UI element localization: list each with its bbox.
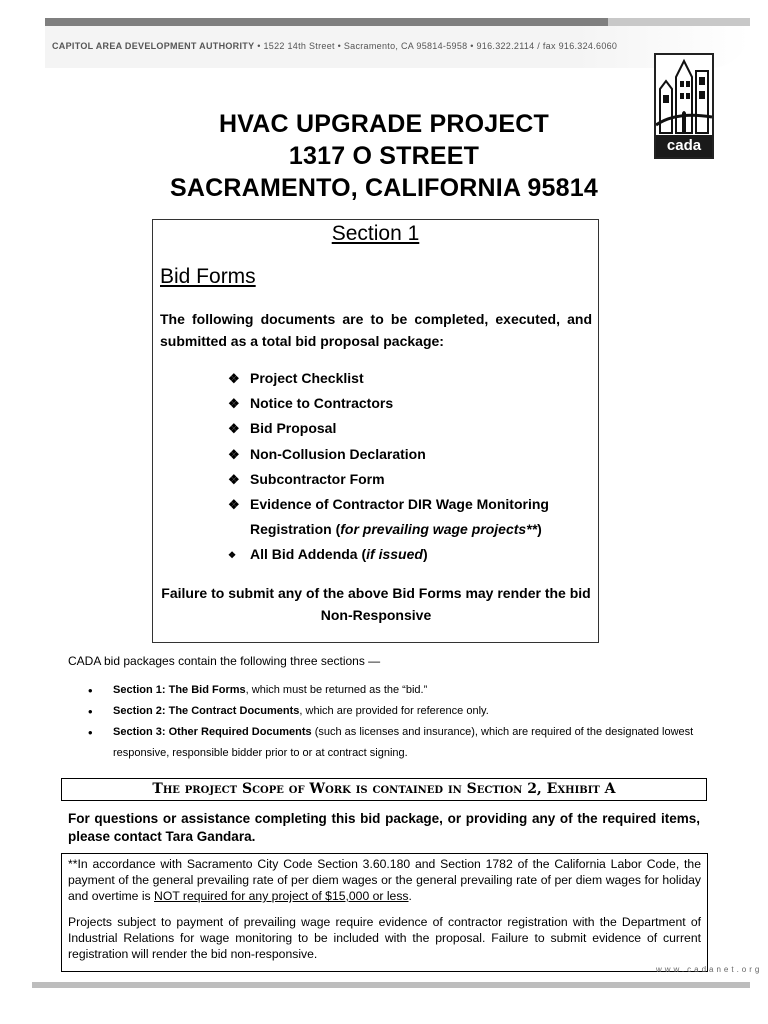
failure-note: Failure to submit any of the above Bid Forms may render the bid Non-Responsive [161, 585, 591, 623]
diamond-bullet-icon: ❖ [228, 497, 240, 513]
diamond-bullet-icon: ❖ [228, 396, 240, 412]
footer-website: www.cadanet.org [656, 965, 763, 974]
bid-forms-checklist [228, 366, 588, 568]
list-item: • Section 1: The Bid Forms, which must be returned as the “bid.” [88, 680, 708, 701]
bid-forms-heading: Bid Forms [160, 265, 256, 288]
letterhead-bar-accent [608, 18, 750, 26]
diamond-bullet-icon: ❖ [228, 446, 240, 462]
bid-forms-intro: The following documents are to be completed, executed, and submitted as a total bid proposal package: [160, 311, 592, 349]
letterhead-org: CAPITOL AREA DEVELOPMENT AUTHORITY [52, 41, 255, 51]
wage-note-paragraph: **In accordance with Sacramento City Code Section 3.60.180 and Section 1782 of the California Labor Code, the payment of the general prevailing rate of per diem wages or the general prevailing rate of per diem wages for holiday and overtime is NOT required for any project of $15,000 or less. [68, 857, 701, 903]
diamond-bullet-icon: ❖ [228, 421, 240, 437]
list-item: ❖ Notice to Contractors [228, 391, 588, 416]
list-item: • Section 2: The Contract Documents, which are provided for reference only. [88, 701, 708, 722]
diamond-bullet-icon: ❖ [228, 550, 237, 561]
prevailing-wage-note [61, 853, 708, 972]
project-city: SACRAMENTO, CALIFORNIA 95814 [170, 174, 598, 202]
list-item: • Section 3: Other Required Documents (such as licenses and insurance), which are required of the designated lowest responsive, responsible bidder prior to or at contract signing. [88, 722, 708, 764]
scope-notice: The project Scope of Work is contained in Section 2, Exhibit A [61, 778, 707, 801]
letterhead-separator: • [254, 41, 264, 51]
wage-note-paragraph: Projects subject to payment of prevailing wage require evidence of contractor registration with the Department of Industrial Relations for wage monitoring to be included with the proposal. Failure to submit evidence of current registration will render the bid non-responsive. [68, 915, 701, 961]
list-item: ❖ All Bid Addenda (if issued) [228, 542, 588, 567]
diamond-bullet-icon: ❖ [228, 471, 240, 487]
diamond-bullet-icon: ❖ [228, 371, 240, 386]
project-title: HVAC UPGRADE PROJECT [219, 110, 549, 138]
list-item: ❖ Bid Proposal [228, 416, 588, 441]
list-item: ❖ Project Checklist [228, 366, 588, 391]
list-item: ❖ Evidence of Contractor DIR Wage Monitoring Registration (for prevailing wage projects**) [228, 492, 588, 542]
packages-intro: CADA bid packages contain the following three sections — [68, 654, 381, 668]
logo-wordmark: cada [656, 135, 712, 157]
section-heading: Section 1 [331, 222, 420, 245]
packages-list [88, 680, 708, 764]
letterhead [52, 41, 617, 51]
list-item: ❖ Subcontractor Form [228, 467, 588, 492]
footer-bar [32, 982, 750, 988]
project-street: 1317 O STREET [288, 142, 480, 170]
letterhead-address: 1522 14th Street • Sacramento, CA 95814-5958 • 916.322.2114 / fax 916.324.6060 [263, 41, 618, 51]
letterhead-bar [45, 18, 608, 26]
questions-contact: For questions or assistance completing this bid package, or providing any of the required items, please contact Tara Gandara. [68, 811, 700, 844]
list-item: ❖ Non-Collusion Declaration [228, 442, 588, 467]
